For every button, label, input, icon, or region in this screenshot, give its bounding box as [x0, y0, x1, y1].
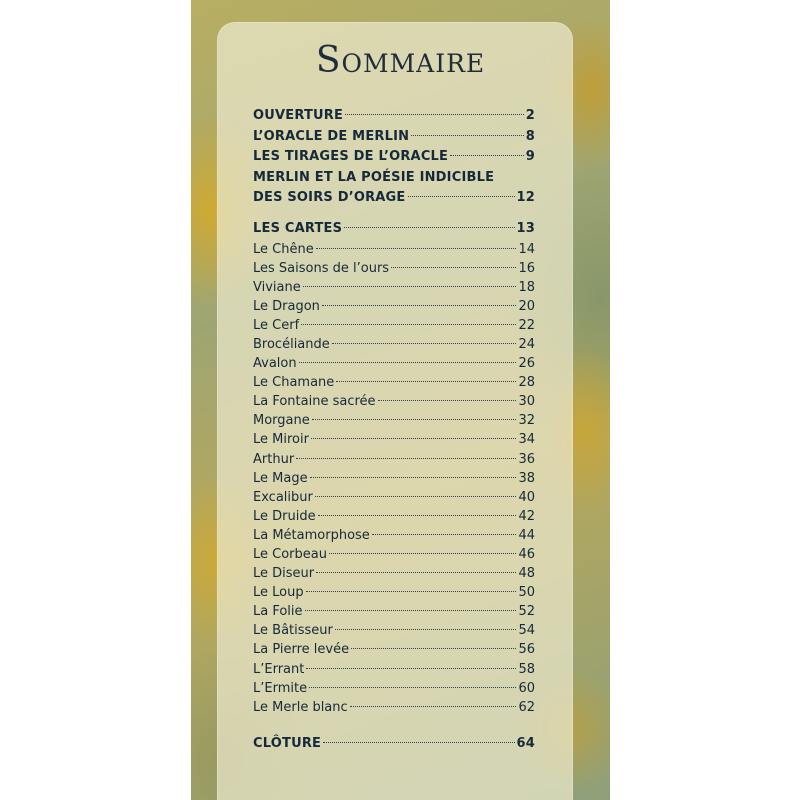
toc-entry-page: 18: [518, 279, 535, 295]
dot-leader: [296, 458, 516, 459]
dot-leader: [316, 248, 517, 249]
toc-entry-label: Le Cerf: [253, 317, 300, 333]
dot-leader: [345, 114, 524, 115]
dot-leader: [372, 534, 517, 535]
dot-leader: [408, 196, 515, 197]
toc-entry: [253, 147, 535, 168]
toc-entry: [253, 640, 535, 659]
toc-entry: [253, 621, 535, 640]
toc-entry-page: 28: [518, 375, 535, 391]
dot-leader: [306, 591, 517, 592]
dot-leader: [378, 400, 517, 401]
dot-leader: [411, 135, 524, 136]
dot-leader: [336, 381, 516, 382]
toc-entry-label: Le Mage: [253, 470, 308, 486]
booklet-page: [191, 0, 610, 800]
page-title: Sommaire: [315, 40, 486, 81]
toc-entry-label: CLÔTURE: [253, 736, 322, 751]
toc-entry-page: 22: [518, 317, 535, 333]
toc-entry-page: 13: [516, 221, 535, 236]
dot-leader: [309, 687, 516, 688]
toc-entry-page: 50: [518, 585, 535, 601]
toc-entry-page: 36: [518, 451, 535, 467]
toc-entry-page: 24: [518, 336, 535, 352]
toc-entry-label-line1: MERLIN ET LA POÉSIE INDICIBLE: [253, 169, 495, 185]
toc-entry-page: 32: [518, 413, 535, 429]
toc-entry-label: L’ORACLE DE MERLIN: [253, 128, 410, 144]
toc-entry: [253, 106, 535, 127]
dot-leader: [305, 610, 517, 611]
toc-entry-label: Arthur: [253, 451, 295, 467]
toc-entry: [253, 602, 535, 621]
toc-entry-label: Le Dragon: [253, 298, 320, 314]
dot-leader: [315, 496, 517, 497]
toc-entry-label: OUVERTURE: [253, 108, 344, 123]
toc-entry-page: 58: [518, 661, 535, 677]
toc-entry-label: L’Errant: [253, 661, 305, 677]
toc-entry-page: 42: [518, 508, 535, 524]
toc-entry-page: 16: [518, 260, 535, 276]
toc-entry-page: 48: [518, 566, 535, 582]
dot-leader: [303, 286, 517, 287]
toc-entry-label: DES SOIRS D’ORAGE: [253, 190, 406, 205]
toc-entry: [253, 507, 535, 526]
dot-leader: [310, 477, 517, 478]
toc-entry: [253, 240, 535, 259]
toc-entry-label: Le Druide: [253, 508, 316, 524]
toc-entry-page: 9: [525, 149, 535, 164]
toc-entry-label: LES TIRAGES DE L’ORACLE: [253, 149, 449, 164]
toc-entry-label: Le Merle blanc: [253, 699, 348, 715]
toc-entry: [253, 679, 535, 698]
toc-entry-page: 30: [518, 394, 535, 410]
toc-entry-label: Le Miroir: [253, 432, 309, 448]
toc-entry-page: 40: [518, 489, 535, 505]
dot-leader: [332, 343, 517, 344]
dot-leader: [322, 305, 517, 306]
toc-entry-page: 44: [518, 527, 535, 543]
toc-entry-page: 34: [518, 432, 535, 448]
dot-leader: [350, 706, 517, 707]
toc-entry: [253, 450, 535, 469]
dot-leader: [391, 267, 516, 268]
toc-closing-section: [253, 734, 535, 755]
dot-leader: [323, 742, 514, 743]
toc-entry-page: 52: [518, 604, 535, 620]
toc-entry-label: Le Corbeau: [253, 547, 327, 562]
toc-entry-label: L’Ermite: [253, 680, 308, 696]
toc-entry-label: Le Chamane: [253, 375, 335, 391]
toc-entry: [253, 278, 535, 297]
toc-entry-page: 62: [518, 699, 535, 715]
toc-entry-page: 26: [518, 356, 535, 372]
toc-entry-page: 14: [518, 241, 535, 257]
toc-entry-page: 46: [518, 547, 535, 562]
toc-entry: [253, 297, 535, 316]
toc-entry-label: Brocéliande: [253, 336, 330, 352]
toc-entry-page: 56: [518, 642, 535, 658]
toc-intro-section: [253, 106, 535, 209]
toc-entry-label: Excalibur: [253, 489, 313, 505]
toc-entry-page: 54: [518, 623, 535, 639]
toc-entry: [253, 411, 535, 430]
toc-section-header: [253, 219, 535, 240]
toc-entry: [253, 564, 535, 583]
cards-list: [253, 240, 535, 717]
toc-cards-section: [253, 219, 535, 717]
toc-entry-page: 20: [518, 298, 535, 314]
toc-entry-label: La Métamorphose: [253, 527, 370, 543]
dot-leader: [450, 155, 524, 156]
dot-leader: [312, 419, 517, 420]
toc-entry-label: Le Loup: [253, 585, 304, 601]
toc-entry: [253, 430, 535, 449]
toc-entry-label: Morgane: [253, 413, 310, 429]
toc-entry-page: 2: [525, 108, 535, 123]
dot-leader: [301, 324, 516, 325]
toc-entry-label: Le Bâtisseur: [253, 623, 333, 639]
toc-entry: [253, 127, 535, 148]
dot-leader: [306, 668, 516, 669]
toc-entry: [253, 488, 535, 507]
toc-entry-page: 64: [516, 736, 535, 751]
toc-entry: [253, 526, 535, 545]
toc-entry: [253, 188, 535, 209]
toc-entry-label: La Folie: [253, 604, 303, 620]
toc-entry: [253, 698, 535, 717]
toc-entry-label: La Pierre levée: [253, 642, 350, 658]
toc-entry-label: Le Chêne: [253, 241, 314, 257]
toc-entry-label: LES CARTES: [253, 221, 343, 236]
toc-entry-label: Le Diseur: [253, 566, 315, 582]
toc-entry-page: 12: [516, 190, 535, 205]
toc-entry: [253, 354, 535, 373]
toc-entry: [253, 469, 535, 488]
toc-entry: [253, 316, 535, 335]
toc-entry-page: 38: [518, 470, 535, 486]
toc-entry-page: 60: [518, 680, 535, 696]
dot-leader: [329, 553, 516, 554]
dot-leader: [318, 515, 517, 516]
toc-entry-label: Viviane: [253, 279, 301, 295]
toc-entry: [253, 335, 535, 354]
toc-entry: [253, 259, 535, 278]
toc-entry-label: La Fontaine sacrée: [253, 394, 376, 410]
dot-leader: [311, 438, 517, 439]
toc-entry: [253, 545, 535, 564]
dot-leader: [344, 227, 514, 228]
toc-entry: [253, 734, 535, 755]
toc-entry: [253, 660, 535, 679]
toc-entry: [253, 392, 535, 411]
toc-entry: [253, 583, 535, 602]
dot-leader: [351, 648, 516, 649]
dot-leader: [299, 362, 517, 363]
dot-leader: [316, 572, 516, 573]
toc-entry-label: Les Saisons de l’ours: [253, 260, 390, 276]
toc-entry: [253, 373, 535, 392]
dot-leader: [335, 629, 517, 630]
toc-entry-page: 8: [525, 128, 535, 144]
toc-entry-label: Avalon: [253, 356, 297, 372]
